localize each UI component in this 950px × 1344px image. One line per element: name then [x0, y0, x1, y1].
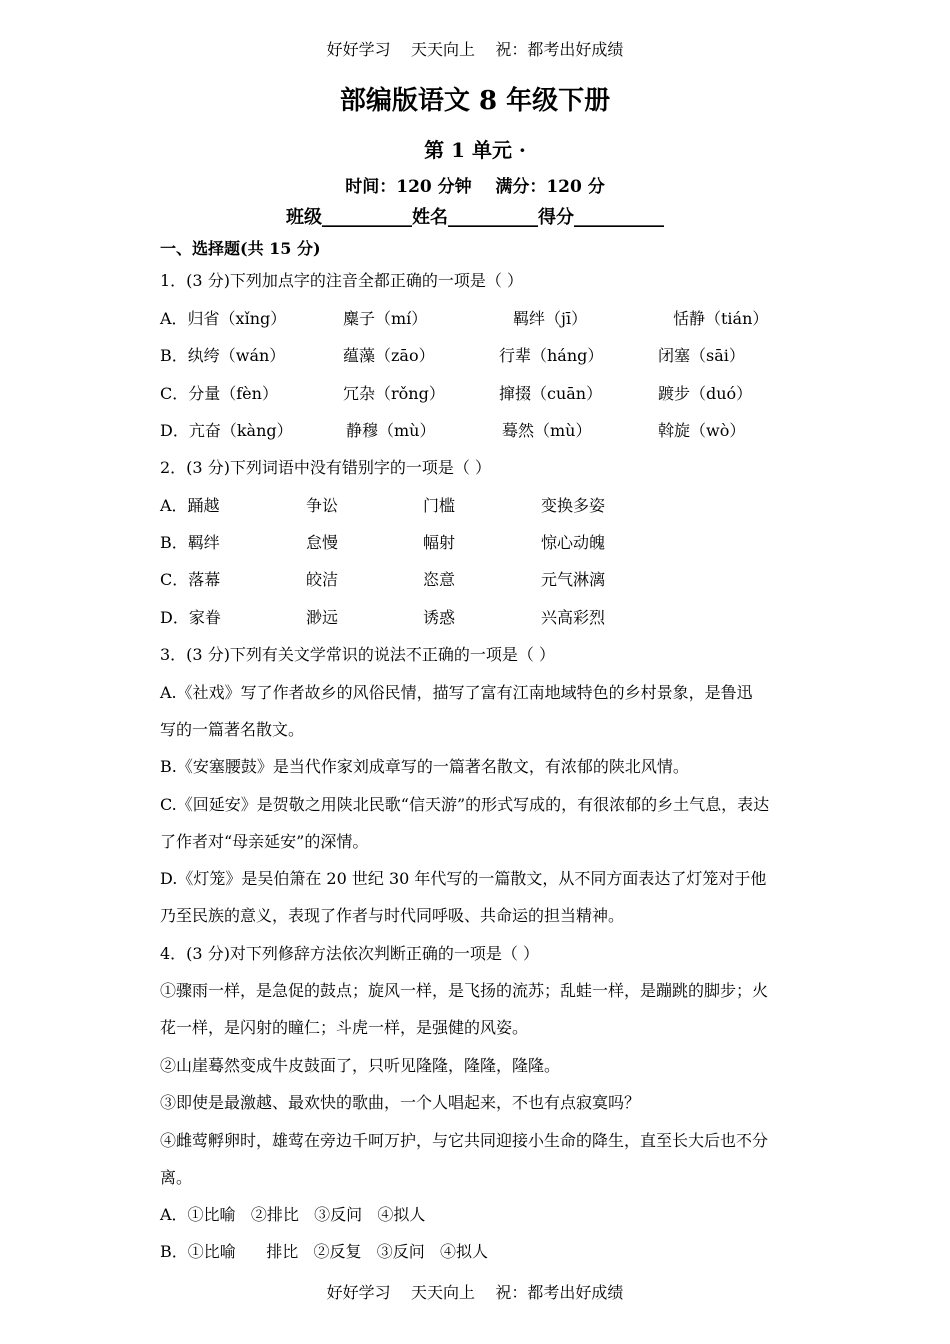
q4-line: ④雌莺孵卵时，雄莺在旁边千呵万护，与它共同迎接小生命的降生，直至长大后也不分	[160, 1131, 769, 1150]
question-4-stem: 4．(3 分)对下列修辞方法依次判断正确的一项是（ ）	[160, 944, 540, 963]
q2-option: 幅射	[423, 533, 456, 552]
q2-option: 诱惑	[423, 608, 456, 627]
question-3-stem: 3．(3 分)下列有关文学常识的说法不正确的一项是（ ）	[160, 645, 556, 664]
q2-option: 渺远	[306, 608, 339, 627]
q4-line: ③即使是最激越、最欢快的歌曲，一个人唱起来，不也有点寂寞吗？	[160, 1093, 641, 1112]
page-header: 好好学习 天天向上 祝：都考出好成绩	[326, 40, 624, 59]
q1-option: 冗杂（rǒng）	[343, 384, 445, 403]
q4-line: 花一样，是闪射的瞳仁；斗虎一样，是强健的风姿。	[160, 1018, 529, 1037]
q3-option-line: 写的一篇著名散文。	[160, 720, 305, 739]
q4-option-b: B．①比喻 排比 ②反复 ③反问 ④拟人	[160, 1242, 489, 1261]
q2-option: 争讼	[306, 496, 339, 515]
document-title: 部编版语文 8 年级下册	[339, 86, 611, 116]
q2-option: 元气淋漓	[541, 570, 606, 589]
q2-option: 恣意	[423, 570, 456, 589]
q2-option: D．家眷	[160, 608, 221, 627]
q1-option: 踱步（duó）	[658, 384, 753, 403]
q1-option: 羁绊（jī）	[513, 309, 588, 328]
q1-option: D．亢奋（kàng）	[160, 421, 293, 440]
q2-option: 惊心动魄	[541, 533, 606, 552]
q2-option: 变换多姿	[541, 496, 606, 515]
q3-option-line: C.《回延安》是贺敬之用陕北民歌“信天游”的形式写成的，有很浓郁的乡土气息，表达	[160, 795, 770, 814]
unit-subtitle: 第 1 单元 ·	[424, 138, 526, 162]
section-heading: 一、选择题(共 15 分)	[160, 239, 321, 258]
q1-option: 蓦然（mù）	[502, 421, 592, 440]
q3-option-line: 乃至民族的意义，表现了作者与时代同呼吸、共命运的担当精神。	[160, 906, 625, 925]
student-fields: 班级__________姓名__________得分__________	[286, 207, 664, 228]
q4-line: 离。	[160, 1168, 193, 1187]
q1-option: 恬静（tián）	[673, 309, 769, 328]
q2-option: 门槛	[423, 496, 456, 515]
q2-option: 兴高彩烈	[541, 608, 606, 627]
page-footer: 好好学习 天天向上 祝：都考出好成绩	[326, 1283, 624, 1302]
q1-option: 闭塞（sāi）	[658, 346, 745, 365]
q2-option: B．羁绊	[160, 533, 220, 552]
q1-option: A．归省（xǐng）	[160, 309, 287, 328]
q1-option: C．分量（fèn）	[160, 384, 278, 403]
q2-option: 皎洁	[306, 570, 339, 589]
q3-option-line: D.《灯笼》是吴伯箫在 20 世纪 30 年代写的一篇散文，从不同方面表达了灯笼对于他	[160, 869, 767, 888]
q3-option-line: B.《安塞腰鼓》是当代作家刘成章写的一篇著名散文，有浓郁的陕北风情。	[160, 757, 689, 776]
q4-option-a: A．①比喻 ②排比 ③反问 ④拟人	[160, 1205, 426, 1224]
q1-option: 静穆（mù）	[346, 421, 436, 440]
q3-option-line: 了作者对“母亲延安”的深情。	[160, 832, 369, 851]
q2-option: A．踊越	[160, 496, 220, 515]
q1-option: 撺掇（cuān）	[499, 384, 603, 403]
q4-line: ②山崖蓦然变成牛皮鼓面了，只听见隆隆，隆隆，隆隆。	[160, 1056, 561, 1075]
q1-option: B．纨绔（wán）	[160, 346, 286, 365]
q4-line: ①骤雨一样，是急促的鼓点；旋风一样，是飞扬的流苏；乱蛙一样，是蹦跳的脚步；火	[160, 981, 769, 1000]
q1-option: 蕴藻（zāo）	[343, 346, 435, 365]
question-1-stem: 1．(3 分)下列加点字的注音全都正确的一项是（ ）	[160, 271, 524, 290]
q1-option: 行辈（háng）	[499, 346, 604, 365]
q2-option: 怠慢	[306, 533, 339, 552]
q2-option: C．落幕	[160, 570, 221, 589]
question-2-stem: 2．(3 分)下列词语中没有错别字的一项是（ ）	[160, 458, 492, 477]
q1-option: 麋子（mí）	[343, 309, 428, 328]
exam-meta: 时间：120 分钟 满分：120 分	[345, 177, 605, 197]
q3-option-line: A.《社戏》写了作者故乡的风俗民情，描写了富有江南地域特色的乡村景象，是鲁迅	[160, 683, 753, 702]
q1-option: 斡旋（wò）	[658, 421, 746, 440]
